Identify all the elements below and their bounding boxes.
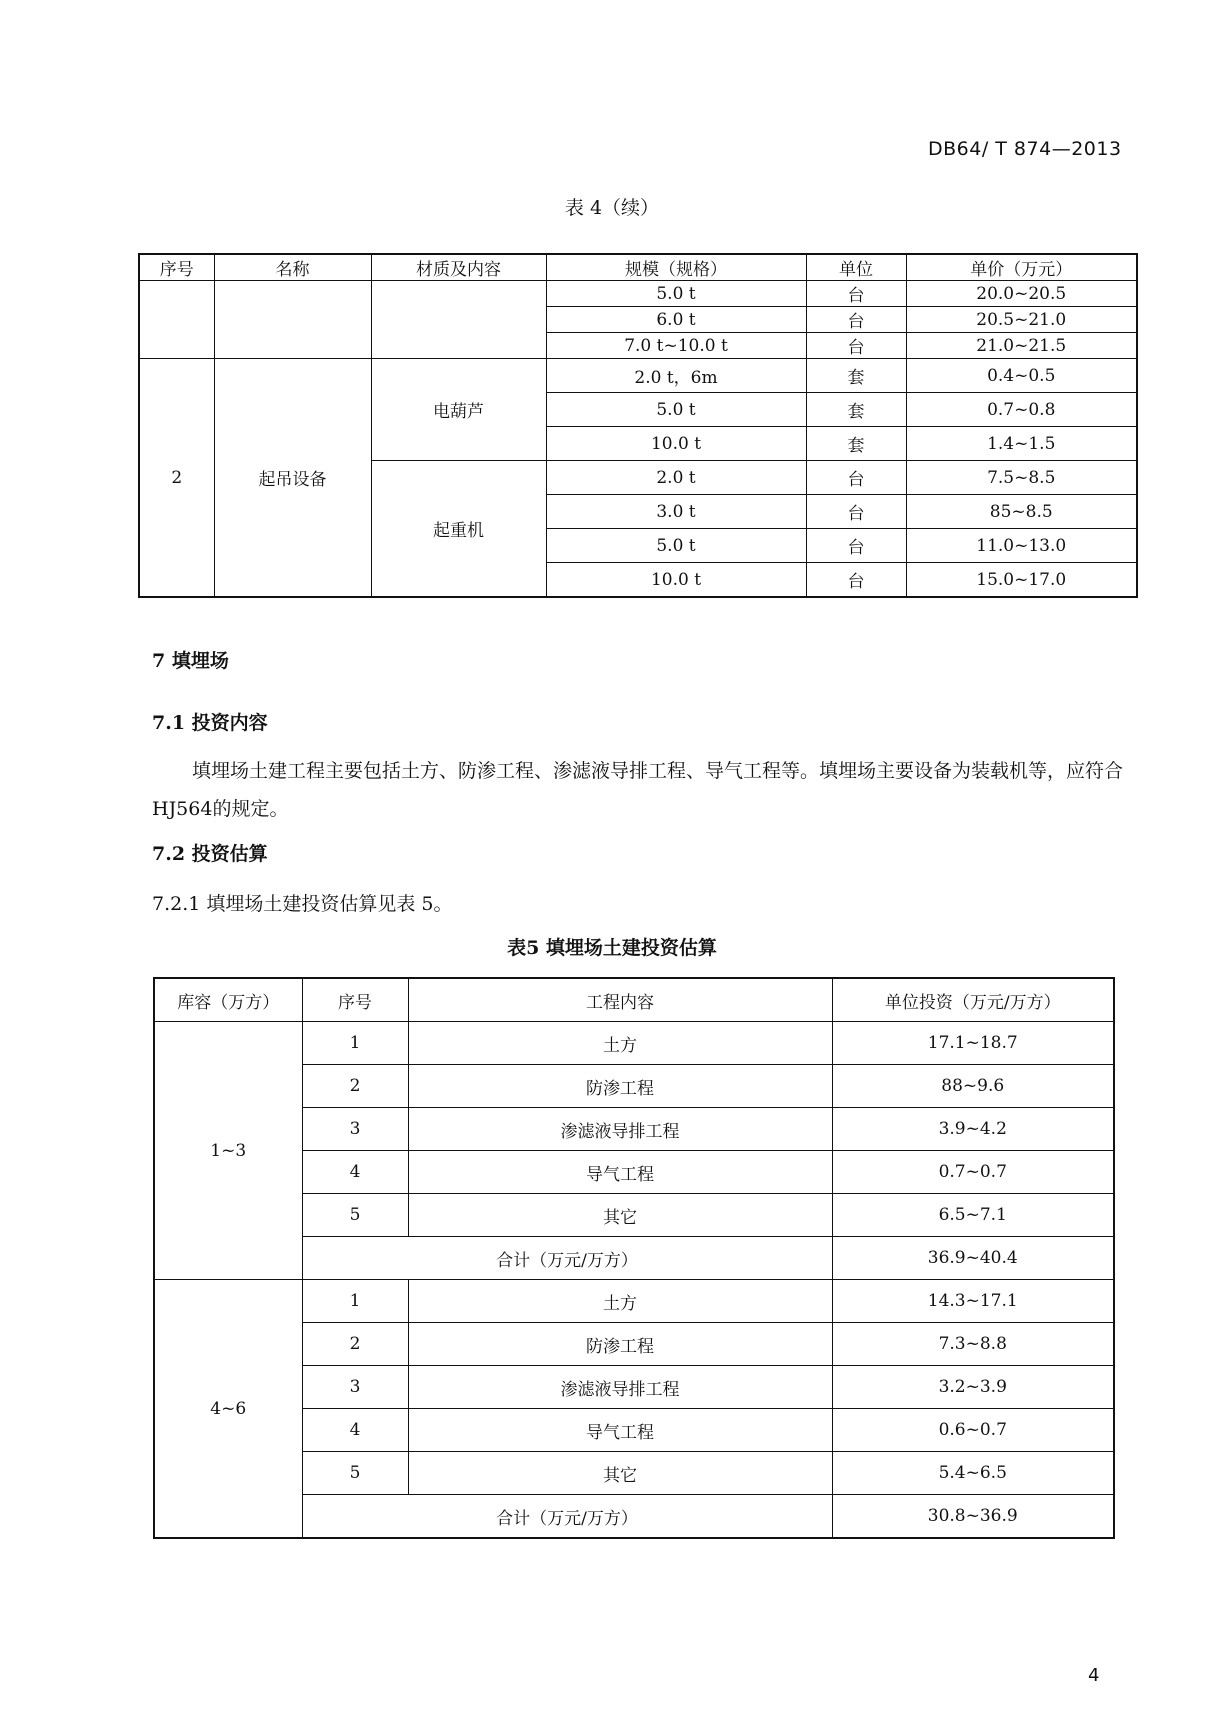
header-cell: 规模（规格） xyxy=(546,254,806,281)
table5 xyxy=(153,977,1115,1539)
item-cell: 渗滤液导排工程 xyxy=(408,1366,832,1409)
table4 xyxy=(138,253,1138,598)
total-value-cell: 36.9~40.4 xyxy=(832,1237,1114,1280)
empty-cell xyxy=(214,281,371,359)
spec-cell: 3.0 t xyxy=(546,495,806,529)
number-cell: 2 xyxy=(302,1323,408,1366)
header-cell: 材质及内容 xyxy=(371,254,546,281)
header-cell: 单价（万元） xyxy=(906,254,1137,281)
item-cell: 导气工程 xyxy=(408,1151,832,1194)
unit-cell: 套 xyxy=(806,359,906,393)
price-cell: 20.5~21.0 xyxy=(906,307,1137,333)
price-cell: 21.0~21.5 xyxy=(906,333,1137,359)
spec-cell: 10.0 t xyxy=(546,427,806,461)
header-cell: 单位投资（万元/万方） xyxy=(832,978,1114,1022)
unit-cell: 套 xyxy=(806,427,906,461)
table-row xyxy=(139,281,1137,307)
number-cell: 3 xyxy=(302,1108,408,1151)
total-label-cell: 合计（万元/万方） xyxy=(302,1237,832,1280)
spec-cell: 7.0 t~10.0 t xyxy=(546,333,806,359)
unit-cell: 台 xyxy=(806,563,906,598)
value-cell: 3.9~4.2 xyxy=(832,1108,1114,1151)
price-cell: 7.5~8.5 xyxy=(906,461,1137,495)
spec-cell: 2.0 t xyxy=(546,461,806,495)
unit-cell: 套 xyxy=(806,393,906,427)
number-cell: 2 xyxy=(302,1065,408,1108)
table-row xyxy=(154,1022,1114,1065)
price-cell: 11.0~13.0 xyxy=(906,529,1137,563)
item-cell: 渗滤液导排工程 xyxy=(408,1108,832,1151)
empty-cell xyxy=(371,281,546,359)
item-cell: 土方 xyxy=(408,1022,832,1065)
unit-cell: 台 xyxy=(806,281,906,307)
number-cell: 5 xyxy=(302,1452,408,1495)
header-cell: 序号 xyxy=(139,254,214,281)
header-cell: 名称 xyxy=(214,254,371,281)
number-cell: 1 xyxy=(302,1280,408,1323)
value-cell: 5.4~6.5 xyxy=(832,1452,1114,1495)
value-cell: 17.1~18.7 xyxy=(832,1022,1114,1065)
value-cell: 6.5~7.1 xyxy=(832,1194,1114,1237)
value-cell: 7.3~8.8 xyxy=(832,1323,1114,1366)
price-cell: 85~8.5 xyxy=(906,495,1137,529)
spec-cell: 10.0 t xyxy=(546,563,806,598)
unit-cell: 台 xyxy=(806,461,906,495)
document-code: DB64/ T 874—2013 xyxy=(928,138,1122,160)
capacity-cell: 1~3 xyxy=(154,1022,302,1280)
number-cell: 4 xyxy=(302,1151,408,1194)
total-label-cell: 合计（万元/万方） xyxy=(302,1495,832,1539)
table-header-row xyxy=(139,254,1137,281)
table-header-row xyxy=(154,978,1114,1022)
table-row xyxy=(139,359,1137,393)
item-cell: 防渗工程 xyxy=(408,1323,832,1366)
spec-cell: 6.0 t xyxy=(546,307,806,333)
section-7-1-heading: 7.1 投资内容 xyxy=(152,712,268,734)
unit-cell: 台 xyxy=(806,529,906,563)
price-cell: 1.4~1.5 xyxy=(906,427,1137,461)
unit-cell: 台 xyxy=(806,495,906,529)
item-cell: 防渗工程 xyxy=(408,1065,832,1108)
group-number-cell: 2 xyxy=(139,359,214,598)
header-cell: 单位 xyxy=(806,254,906,281)
header-cell: 库容（万方） xyxy=(154,978,302,1022)
section-7-2-1-text: 7.2.1 填埋场土建投资估算见表 5。 xyxy=(152,893,453,915)
item-cell: 土方 xyxy=(408,1280,832,1323)
group-name-cell: 起吊设备 xyxy=(214,359,371,598)
material-cell: 起重机 xyxy=(371,461,546,598)
table4-caption: 表 4（续） xyxy=(564,197,660,219)
header-cell: 序号 xyxy=(302,978,408,1022)
table5-caption: 表5 填埋场土建投资估算 xyxy=(507,937,717,959)
price-cell: 15.0~17.0 xyxy=(906,563,1137,598)
empty-cell xyxy=(139,281,214,359)
value-cell: 88~9.6 xyxy=(832,1065,1114,1108)
number-cell: 5 xyxy=(302,1194,408,1237)
value-cell: 3.2~3.9 xyxy=(832,1366,1114,1409)
number-cell: 3 xyxy=(302,1366,408,1409)
spec-cell: 5.0 t xyxy=(546,281,806,307)
price-cell: 0.4~0.5 xyxy=(906,359,1137,393)
unit-cell: 台 xyxy=(806,333,906,359)
unit-cell: 台 xyxy=(806,307,906,333)
spec-cell: 5.0 t xyxy=(546,529,806,563)
material-cell: 电葫芦 xyxy=(371,359,546,461)
item-cell: 其它 xyxy=(408,1194,832,1237)
number-cell: 4 xyxy=(302,1409,408,1452)
total-value-cell: 30.8~36.9 xyxy=(832,1495,1114,1539)
header-cell: 工程内容 xyxy=(408,978,832,1022)
value-cell: 0.7~0.7 xyxy=(832,1151,1114,1194)
number-cell: 1 xyxy=(302,1022,408,1065)
value-cell: 0.6~0.7 xyxy=(832,1409,1114,1452)
spec-cell: 5.0 t xyxy=(546,393,806,427)
page-number: 4 xyxy=(1088,1665,1100,1686)
capacity-cell: 4~6 xyxy=(154,1280,302,1539)
value-cell: 14.3~17.1 xyxy=(832,1280,1114,1323)
item-cell: 导气工程 xyxy=(408,1409,832,1452)
table-row xyxy=(154,1280,1114,1323)
price-cell: 20.0~20.5 xyxy=(906,281,1137,307)
section-7-2-heading: 7.2 投资估算 xyxy=(152,843,268,865)
price-cell: 0.7~0.8 xyxy=(906,393,1137,427)
item-cell: 其它 xyxy=(408,1452,832,1495)
section-7-heading: 7 填埋场 xyxy=(152,650,229,672)
section-7-1-paragraph: 填埋场土建工程主要包括土方、防渗工程、渗滤液导排工程、导气工程等。填埋场主要设备为装载机等，应符合HJ564的规定。 xyxy=(152,760,1124,820)
spec-cell: 2.0 t，6m xyxy=(546,359,806,393)
